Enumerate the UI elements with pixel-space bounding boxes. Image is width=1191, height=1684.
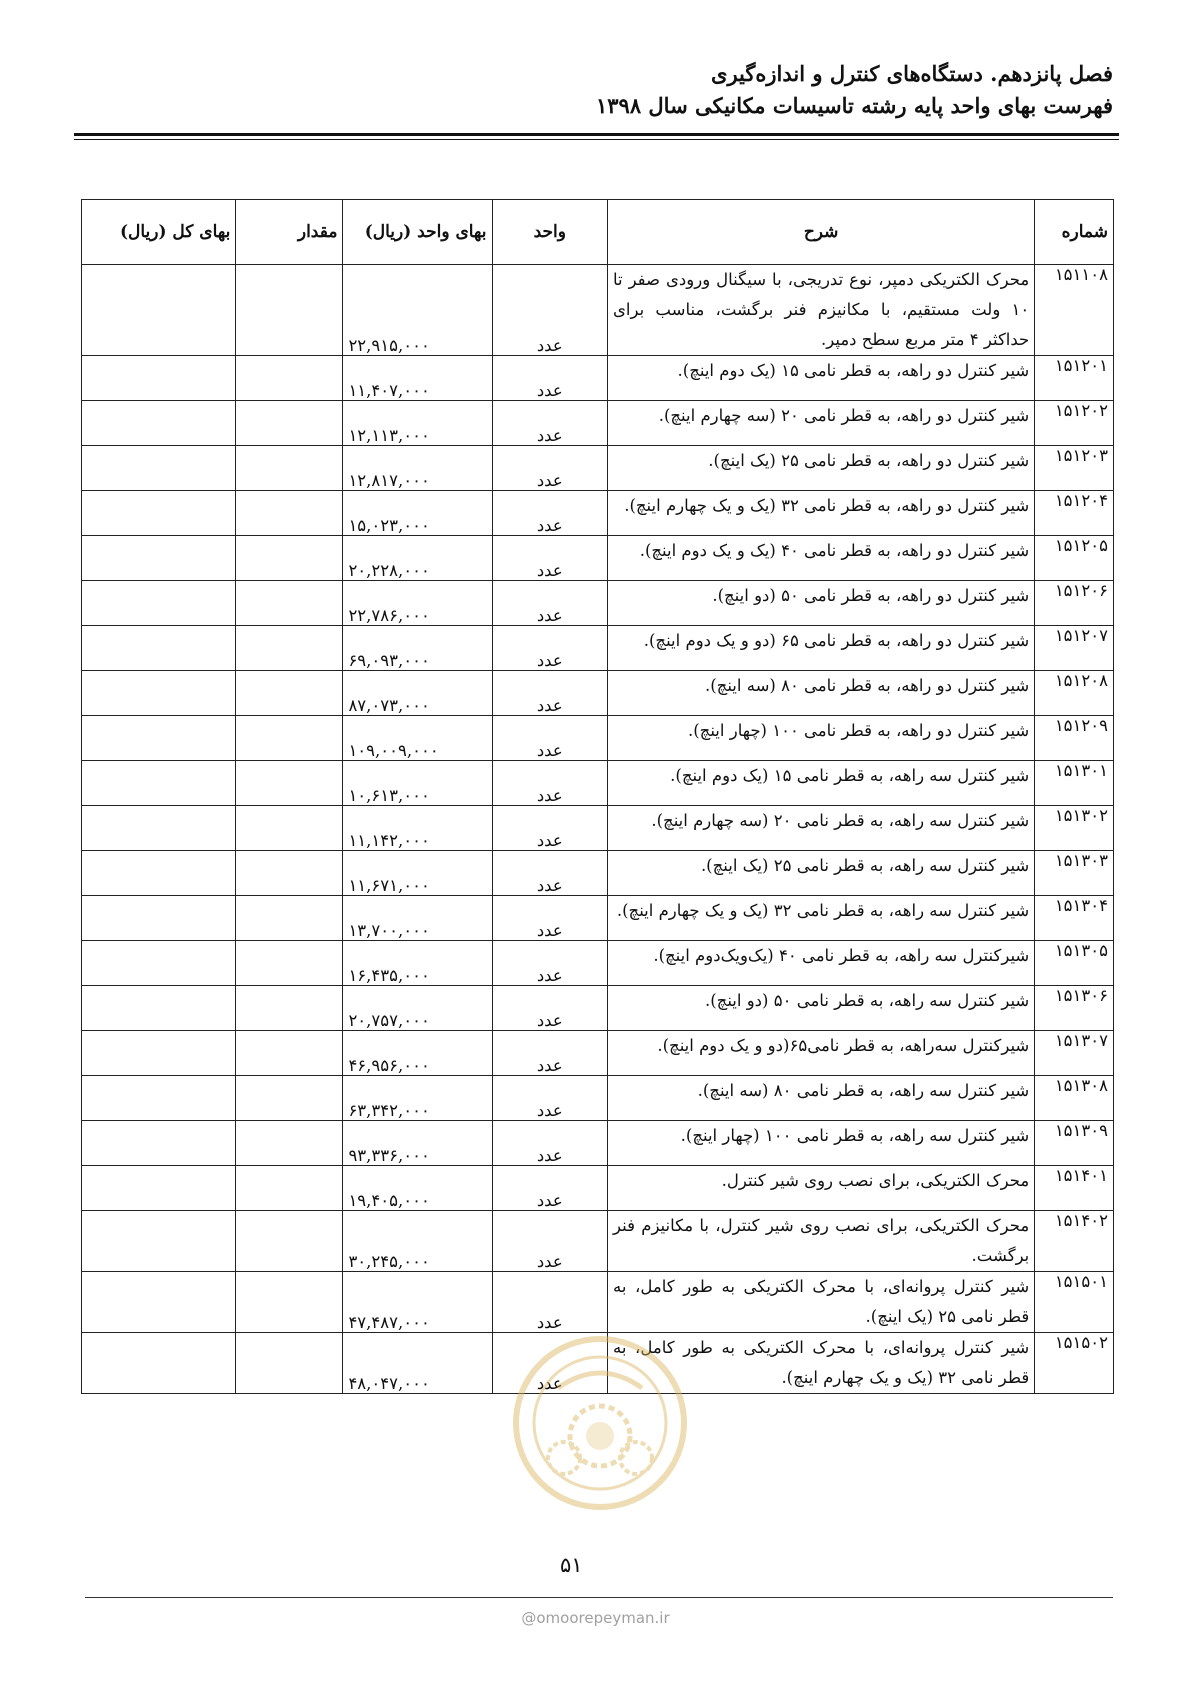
book-title: فهرست بهای واحد پایه رشته تاسیسات مکانیکی سال ۱۳۹۸ — [595, 93, 1113, 118]
row-code: ۱۵۱۳۰۷ — [1035, 1031, 1114, 1076]
row-unit-price: ۱۱,۱۴۲,۰۰۰ — [343, 806, 492, 851]
table-row — [82, 986, 1114, 1031]
header-unit: واحد — [492, 200, 607, 265]
table-row — [82, 581, 1114, 626]
row-code: ۱۵۱۳۰۴ — [1035, 896, 1114, 941]
row-total-price — [82, 536, 236, 581]
row-description: محرک الکتریکی دمپر، نوع تدریجی، با سیگنال ورودی صفر تا ۱۰ ولت مستقیم، با مکانیزم فنر برگشت، مناسب برای حداکثر ۴ متر مربع سطح دمپر. — [607, 265, 1034, 356]
footer-rule — [85, 1597, 1113, 1598]
row-code: ۱۵۱۲۰۱ — [1035, 356, 1114, 401]
row-unit: عدد — [492, 581, 607, 626]
table-row — [82, 1211, 1114, 1272]
page-header — [74, 58, 1119, 122]
table-row — [82, 941, 1114, 986]
row-code: ۱۵۱۴۰۱ — [1035, 1166, 1114, 1211]
row-description: شیر کنترل سه راهه، به قطر نامی ۱۵ (یک دوم اینچ). — [607, 761, 1034, 806]
row-quantity — [236, 1166, 343, 1211]
row-description: شیر کنترل دو راهه، به قطر نامی ۱۵ (یک دوم اینچ). — [607, 356, 1034, 401]
row-code: ۱۵۱۵۰۱ — [1035, 1272, 1114, 1333]
row-total-price — [82, 1272, 236, 1333]
row-unit: عدد — [492, 1076, 607, 1121]
row-unit: عدد — [492, 896, 607, 941]
row-description: شیر کنترل سه راهه، به قطر نامی ۸۰ (سه اینچ). — [607, 1076, 1034, 1121]
row-unit-price: ۲۲,۷۸۶,۰۰۰ — [343, 581, 492, 626]
row-quantity — [236, 491, 343, 536]
header-total-price: بهای کل (ریال) — [82, 200, 236, 265]
table-row — [82, 491, 1114, 536]
row-unit-price: ۸۷,۰۷۳,۰۰۰ — [343, 671, 492, 716]
row-total-price — [82, 716, 236, 761]
row-description: شیر کنترل دو راهه، به قطر نامی ۲۰ (سه چهارم اینچ). — [607, 401, 1034, 446]
header-rule-thick — [74, 133, 1119, 136]
row-unit: عدد — [492, 761, 607, 806]
row-unit-price: ۱۰,۶۱۳,۰۰۰ — [343, 761, 492, 806]
row-quantity — [236, 761, 343, 806]
table-row — [82, 265, 1114, 356]
row-code: ۱۵۱۲۰۵ — [1035, 536, 1114, 581]
row-code: ۱۵۱۲۰۹ — [1035, 716, 1114, 761]
row-total-price — [82, 941, 236, 986]
price-list-table — [81, 199, 1114, 1394]
row-code: ۱۵۱۳۰۵ — [1035, 941, 1114, 986]
table-row — [82, 761, 1114, 806]
row-unit-price: ۲۰,۲۲۸,۰۰۰ — [343, 536, 492, 581]
table-row — [82, 1031, 1114, 1076]
row-code: ۱۵۱۳۰۲ — [1035, 806, 1114, 851]
row-description: شیر کنترل سه راهه، به قطر نامی ۱۰۰ (چهار اینچ). — [607, 1121, 1034, 1166]
row-quantity — [236, 581, 343, 626]
row-quantity — [236, 1076, 343, 1121]
row-total-price — [82, 401, 236, 446]
table-row — [82, 1166, 1114, 1211]
row-quantity — [236, 626, 343, 671]
row-description: شیر کنترل سه راهه، به قطر نامی ۵۰ (دو اینچ). — [607, 986, 1034, 1031]
row-code: ۱۵۱۳۰۱ — [1035, 761, 1114, 806]
row-unit: عدد — [492, 1166, 607, 1211]
table-row — [82, 716, 1114, 761]
row-code: ۱۵۱۳۰۶ — [1035, 986, 1114, 1031]
row-unit-price: ۱۶,۴۳۵,۰۰۰ — [343, 941, 492, 986]
row-total-price — [82, 806, 236, 851]
row-total-price — [82, 581, 236, 626]
row-unit-price: ۳۰,۲۴۵,۰۰۰ — [343, 1211, 492, 1272]
table-row — [82, 446, 1114, 491]
row-unit-price: ۱۵,۰۲۳,۰۰۰ — [343, 491, 492, 536]
table-row — [82, 1272, 1114, 1333]
table-row — [82, 671, 1114, 716]
row-code: ۱۵۱۴۰۲ — [1035, 1211, 1114, 1272]
table-row — [82, 356, 1114, 401]
row-unit: عدد — [492, 536, 607, 581]
row-unit-price: ۴۷,۴۸۷,۰۰۰ — [343, 1272, 492, 1333]
row-quantity — [236, 265, 343, 356]
table-row — [82, 536, 1114, 581]
row-total-price — [82, 671, 236, 716]
table-row — [82, 626, 1114, 671]
row-code: ۱۵۱۳۰۳ — [1035, 851, 1114, 896]
row-unit-price: ۶۹,۰۹۳,۰۰۰ — [343, 626, 492, 671]
table-header-row — [82, 200, 1114, 265]
row-unit-price: ۲۲,۹۱۵,۰۰۰ — [343, 265, 492, 356]
row-quantity — [236, 356, 343, 401]
header-code: شماره — [1035, 200, 1114, 265]
row-quantity — [236, 941, 343, 986]
row-description: شیر کنترل دو راهه، به قطر نامی ۱۰۰ (چهار اینچ). — [607, 716, 1034, 761]
row-quantity — [236, 401, 343, 446]
row-code: ۱۵۱۱۰۸ — [1035, 265, 1114, 356]
row-total-price — [82, 626, 236, 671]
row-description: شیر کنترل دو راهه، به قطر نامی ۸۰ (سه اینچ). — [607, 671, 1034, 716]
row-unit-price: ۶۳,۳۴۲,۰۰۰ — [343, 1076, 492, 1121]
row-quantity — [236, 671, 343, 716]
row-total-price — [82, 1211, 236, 1272]
row-total-price — [82, 896, 236, 941]
row-quantity — [236, 986, 343, 1031]
row-total-price — [82, 1333, 236, 1394]
row-unit-price: ۱۲,۱۱۳,۰۰۰ — [343, 401, 492, 446]
row-total-price — [82, 986, 236, 1031]
row-unit: عدد — [492, 1272, 607, 1333]
row-unit-price: ۱۲,۸۱۷,۰۰۰ — [343, 446, 492, 491]
row-code: ۱۵۱۲۰۳ — [1035, 446, 1114, 491]
row-unit: عدد — [492, 806, 607, 851]
row-unit-price: ۴۸,۰۴۷,۰۰۰ — [343, 1333, 492, 1394]
row-code: ۱۵۱۲۰۸ — [1035, 671, 1114, 716]
row-total-price — [82, 1031, 236, 1076]
row-quantity — [236, 1333, 343, 1394]
row-total-price — [82, 1121, 236, 1166]
row-quantity — [236, 446, 343, 491]
row-description: محرک الکتریکی، برای نصب روی شیر کنترل. — [607, 1166, 1034, 1211]
row-unit-price: ۱۰۹,۰۰۹,۰۰۰ — [343, 716, 492, 761]
row-quantity — [236, 716, 343, 761]
row-total-price — [82, 356, 236, 401]
row-description: شیر کنترل سه راهه، به قطر نامی ۲۰ (سه چهارم اینچ). — [607, 806, 1034, 851]
row-unit-price: ۱۱,۴۰۷,۰۰۰ — [343, 356, 492, 401]
table-row — [82, 806, 1114, 851]
row-unit: عدد — [492, 1121, 607, 1166]
row-code: ۱۵۱۳۰۸ — [1035, 1076, 1114, 1121]
row-total-price — [82, 446, 236, 491]
row-quantity — [236, 1211, 343, 1272]
row-description: شیر کنترل دو راهه، به قطر نامی ۲۵ (یک اینچ). — [607, 446, 1034, 491]
row-total-price — [82, 1076, 236, 1121]
chapter-title: فصل پانزدهم. دستگاه‌های کنترل و اندازه‌گیری — [711, 61, 1113, 86]
row-quantity — [236, 851, 343, 896]
table-row — [82, 1121, 1114, 1166]
row-unit: عدد — [492, 265, 607, 356]
watermark-url: @omoorepeyman.ir — [521, 1609, 670, 1627]
row-unit-price: ۲۰,۷۵۷,۰۰۰ — [343, 986, 492, 1031]
row-unit: عدد — [492, 1333, 607, 1394]
row-unit: عدد — [492, 356, 607, 401]
row-unit: عدد — [492, 446, 607, 491]
row-unit: عدد — [492, 1211, 607, 1272]
row-quantity — [236, 806, 343, 851]
row-unit: عدد — [492, 671, 607, 716]
row-unit: عدد — [492, 986, 607, 1031]
row-description: شیر کنترل پروانه‌ای، با محرک الکتریکی به طور کامل، به قطر نامی ۳۲ (یک و یک چهارم اینچ). — [607, 1333, 1034, 1394]
row-unit-price: ۹۳,۳۳۶,۰۰۰ — [343, 1121, 492, 1166]
table-row — [82, 1333, 1114, 1394]
row-unit: عدد — [492, 716, 607, 761]
row-description: شیر کنترل دو راهه، به قطر نامی ۵۰ (دو اینچ). — [607, 581, 1034, 626]
row-code: ۱۵۱۲۰۶ — [1035, 581, 1114, 626]
header-quantity: مقدار — [236, 200, 343, 265]
row-quantity — [236, 1031, 343, 1076]
row-quantity — [236, 1121, 343, 1166]
row-code: ۱۵۱۲۰۲ — [1035, 401, 1114, 446]
row-unit: عدد — [492, 491, 607, 536]
row-total-price — [82, 491, 236, 536]
row-total-price — [82, 761, 236, 806]
row-unit: عدد — [492, 1031, 607, 1076]
row-unit-price: ۱۹,۴۰۵,۰۰۰ — [343, 1166, 492, 1211]
row-total-price — [82, 265, 236, 356]
row-unit-price: ۴۶,۹۵۶,۰۰۰ — [343, 1031, 492, 1076]
row-total-price — [82, 1166, 236, 1211]
header-unit-price: بهای واحد (ریال) — [343, 200, 492, 265]
row-unit-price: ۱۳,۷۰۰,۰۰۰ — [343, 896, 492, 941]
header-rule-thin — [74, 139, 1119, 140]
row-unit: عدد — [492, 851, 607, 896]
row-description: شیرکنترل سه راهه، به قطر نامی ۴۰ (یک‌ویک‌دوم اینچ). — [607, 941, 1034, 986]
row-description: شیر کنترل دو راهه، به قطر نامی ۶۵ (دو و یک دوم اینچ). — [607, 626, 1034, 671]
row-unit: عدد — [492, 401, 607, 446]
row-unit-price: ۱۱,۶۷۱,۰۰۰ — [343, 851, 492, 896]
row-quantity — [236, 896, 343, 941]
row-description: محرک الکتریکی، برای نصب روی شیر کنترل، با مکانیزم فنر برگشت. — [607, 1211, 1034, 1272]
header-description: شرح — [607, 200, 1034, 265]
table-row — [82, 401, 1114, 446]
row-description: شیر کنترل سه راهه، به قطر نامی ۳۲ (یک و یک چهارم اینچ). — [607, 896, 1034, 941]
row-code: ۱۵۱۲۰۴ — [1035, 491, 1114, 536]
row-quantity — [236, 536, 343, 581]
row-description: شیر کنترل دو راهه، به قطر نامی ۳۲ (یک و یک چهارم اینچ). — [607, 491, 1034, 536]
table-row — [82, 851, 1114, 896]
row-unit: عدد — [492, 941, 607, 986]
table-row — [82, 1076, 1114, 1121]
row-description: شیر کنترل پروانه‌ای، با محرک الکتریکی به طور کامل، به قطر نامی ۲۵ (یک اینچ). — [607, 1272, 1034, 1333]
row-quantity — [236, 1272, 343, 1333]
table-row — [82, 896, 1114, 941]
row-description: شیرکنترل سه‌راهه، به قطر نامی۶۵(دو و یک دوم اینچ). — [607, 1031, 1034, 1076]
row-unit: عدد — [492, 626, 607, 671]
row-code: ۱۵۱۳۰۹ — [1035, 1121, 1114, 1166]
row-description: شیر کنترل سه راهه، به قطر نامی ۲۵ (یک اینچ). — [607, 851, 1034, 896]
row-description: شیر کنترل دو راهه، به قطر نامی ۴۰ (یک و یک دوم اینچ). — [607, 536, 1034, 581]
row-code: ۱۵۱۲۰۷ — [1035, 626, 1114, 671]
row-total-price — [82, 851, 236, 896]
row-code: ۱۵۱۵۰۲ — [1035, 1333, 1114, 1394]
page-number: ۵۱ — [560, 1553, 583, 1577]
